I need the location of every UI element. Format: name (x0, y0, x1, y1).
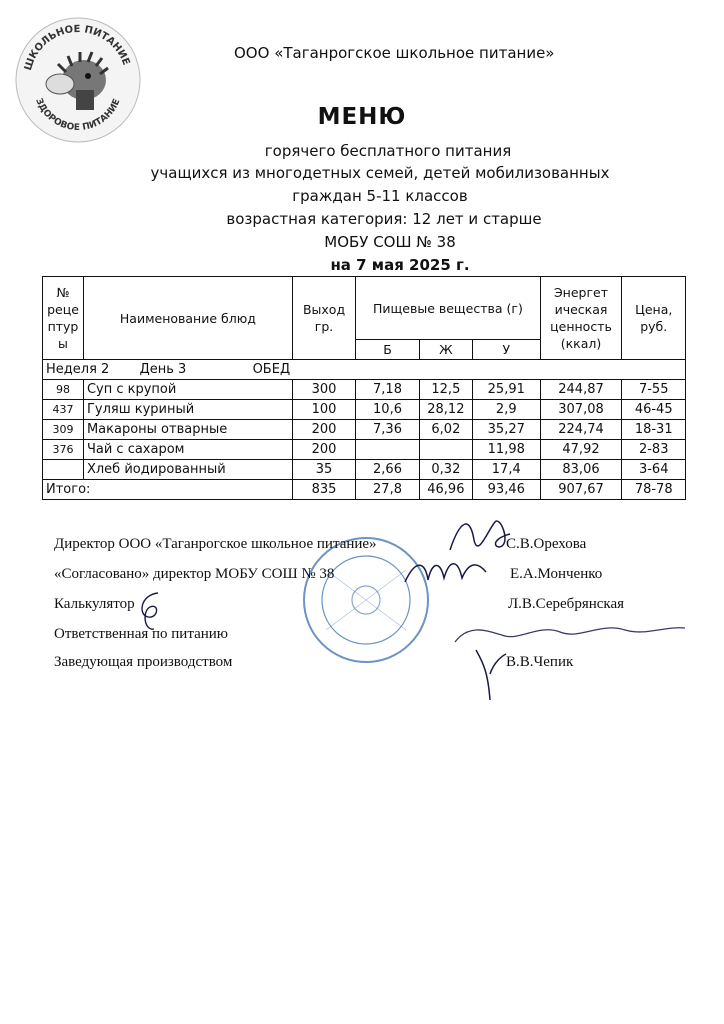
section-row (43, 360, 686, 380)
signature-role-3: Калькулятор (54, 596, 135, 612)
cell-code (43, 460, 84, 480)
signature-role-4: Ответственная по питанию (54, 626, 228, 642)
cell-b: 7,36 (356, 420, 419, 440)
cell-name: Гуляш куриный (83, 400, 292, 420)
cell-name: Чай с сахаром (83, 440, 292, 460)
cell-zh: 28,12 (419, 400, 472, 420)
total-energy: 907,67 (540, 480, 622, 500)
cell-zh (419, 440, 472, 460)
table-row (43, 380, 686, 400)
cell-name: Суп с крупой (83, 380, 292, 400)
cell-code: 437 (43, 400, 84, 420)
page-title: МЕНЮ (317, 104, 407, 130)
menu-date: на 7 мая 2025 г. (330, 256, 470, 274)
total-yield: 835 (292, 480, 355, 500)
cell-code: 98 (43, 380, 84, 400)
header-price: Цена, руб. (622, 277, 686, 360)
header-zh: Ж (419, 340, 472, 360)
cell-b: 7,18 (356, 380, 419, 400)
total-u: 93,46 (472, 480, 540, 500)
cell-u: 25,91 (472, 380, 540, 400)
table-header-row (43, 277, 686, 340)
signature-production (470, 644, 510, 704)
cell-zh: 0,32 (419, 460, 472, 480)
cell-code: 376 (43, 440, 84, 460)
header-yield: Выход гр. (292, 277, 355, 360)
signature-role-5: Заведующая производством (54, 654, 233, 670)
section-meal: ОБЕД (252, 362, 291, 377)
cell-u: 17,4 (472, 460, 540, 480)
cell-b: 10,6 (356, 400, 419, 420)
cell-code: 309 (43, 420, 84, 440)
table-row (43, 440, 686, 460)
header-name: Наименование блюд (83, 277, 292, 360)
table-row (43, 460, 686, 480)
menu-table (42, 276, 686, 500)
cell-price: 2-83 (622, 440, 686, 460)
header-u: У (472, 340, 540, 360)
total-price: 78-78 (622, 480, 686, 500)
cell-yield: 300 (292, 380, 355, 400)
table-row (43, 400, 686, 420)
cell-name: Макароны отварные (83, 420, 292, 440)
header-code: № реце птур ы (43, 277, 84, 360)
total-zh: 46,96 (419, 480, 472, 500)
section-week: Неделя 2 (46, 362, 110, 377)
signature-school (400, 552, 490, 592)
total-row (43, 480, 686, 500)
signature-name-3: Л.В.Серебрянская (508, 596, 625, 612)
header-energy: Энергет ическая ценность (ккал) (540, 277, 622, 360)
cell-b: 2,66 (356, 460, 419, 480)
cell-price: 46-45 (622, 400, 686, 420)
header-nutrients: Пищевые вещества (г) (356, 277, 540, 340)
svg-text:ЗДОРОВОЕ ПИТАНИЕ: ЗДОРОВОЕ ПИТАНИЕ (33, 96, 123, 134)
subtitle-line-3: граждан 5-11 классов (292, 187, 468, 205)
cell-b (356, 440, 419, 460)
cell-u: 35,27 (472, 420, 540, 440)
cell-name: Хлеб йодированный (83, 460, 292, 480)
cell-yield: 200 (292, 440, 355, 460)
cell-zh: 6,02 (419, 420, 472, 440)
subtitle-line-1: горячего бесплатного питания (264, 142, 512, 160)
cell-yield: 200 (292, 420, 355, 440)
signature-name-1: С.В.Орехова (506, 536, 587, 552)
table-row (43, 420, 686, 440)
header-b: Б (356, 340, 419, 360)
cell-price: 3-64 (622, 460, 686, 480)
total-label: Итого: (43, 480, 293, 500)
section-day: День 3 (139, 362, 187, 377)
company-name: ООО «Таганрогское школьное питание» (234, 44, 555, 62)
cell-price: 7-55 (622, 380, 686, 400)
signature-role-2: «Согласовано» директор МОБУ СОШ № 38 (54, 566, 335, 582)
cell-energy: 47,92 (540, 440, 622, 460)
cell-energy: 307,08 (540, 400, 622, 420)
signature-name-5: В.В.Чепик (506, 654, 574, 670)
cell-energy: 83,06 (540, 460, 622, 480)
school-name: МОБУ СОШ № 38 (324, 233, 456, 251)
svg-text:ШКОЛЬНОЕ ПИТАНИЕ: ШКОЛЬНОЕ ПИТАНИЕ (22, 23, 132, 72)
total-b: 27,8 (356, 480, 419, 500)
cell-yield: 100 (292, 400, 355, 420)
cell-energy: 244,87 (540, 380, 622, 400)
age-category: возрастная категория: 12 лет и старше (226, 210, 542, 228)
cell-u: 11,98 (472, 440, 540, 460)
cell-zh: 12,5 (419, 380, 472, 400)
cell-energy: 224,74 (540, 420, 622, 440)
subtitle-line-2: учащихся из многодетных семей, детей мобилизованных (150, 164, 610, 182)
signature-name-2: Е.А.Монченко (510, 566, 603, 582)
cell-price: 18-31 (622, 420, 686, 440)
signature-role-1: Директор ООО «Таганрогское школьное питание» (54, 536, 377, 552)
cell-u: 2,9 (472, 400, 540, 420)
cell-yield: 35 (292, 460, 355, 480)
